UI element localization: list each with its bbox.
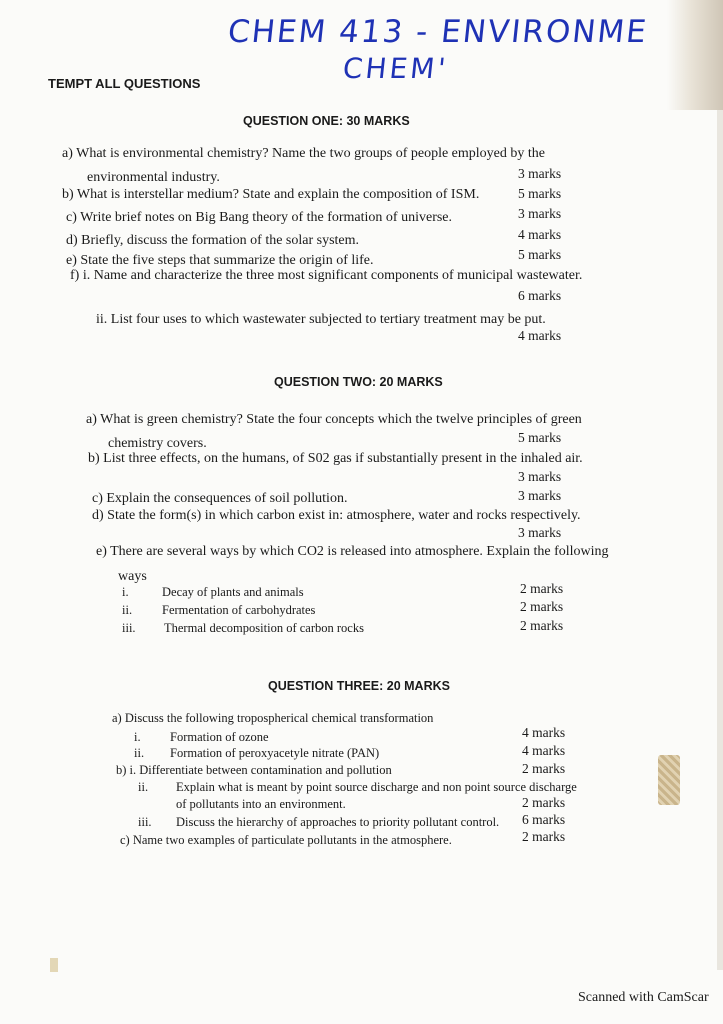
q3-a: a) Discuss the following tropospherical chemical transformation xyxy=(112,711,434,725)
q3-b-iii-num: iii. xyxy=(138,815,152,829)
q2-a-marks: 5 marks xyxy=(518,430,562,445)
paper-stain xyxy=(658,755,680,805)
q2-a-line1: a) What is green chemistry? State the four concepts which the twelve principles of green xyxy=(86,412,582,427)
q2-e-line2: ways xyxy=(118,569,147,584)
q3-a-i-num: i. xyxy=(134,730,141,744)
q3-a-i-text: Formation of ozone xyxy=(170,730,269,744)
page-edge-strip xyxy=(717,110,723,970)
q2-e-ii-text: Fermentation of carbohydrates xyxy=(162,603,316,617)
q1-d: d) Briefly, discuss the formation of the solar system. xyxy=(66,233,360,248)
q1-c-marks: 3 marks xyxy=(518,206,562,221)
q1-e: e) State the five steps that summarize the origin of life. xyxy=(66,253,374,268)
handwritten-course-code: CHEM 413 - ENVIRONME xyxy=(226,14,650,50)
q2-e-ii-num: ii. xyxy=(122,603,133,617)
question-one-heading: QUESTION ONE: 30 MARKS xyxy=(243,114,410,128)
q1-c: c) Write brief notes on Big Bang theory of the formation of universe. xyxy=(66,210,453,225)
q1-b: b) What is interstellar medium? State and explain the composition of ISM. xyxy=(62,187,480,202)
handwritten-course-suffix: CHEM' xyxy=(341,52,450,85)
q2-d-marks: 3 marks xyxy=(518,525,562,540)
q2-e-i-num: i. xyxy=(122,585,129,599)
q2-e-ii-marks: 2 marks xyxy=(520,599,564,614)
question-two-heading: QUESTION TWO: 20 MARKS xyxy=(274,375,443,389)
q3-b-ii-line1: Explain what is meant by point source discharge and non point source discharge xyxy=(176,780,577,794)
q3-b-ii-marks: 2 marks xyxy=(522,795,566,810)
q2-c: c) Explain the consequences of soil pollution. xyxy=(92,491,348,506)
q1-a-line2: environmental industry. xyxy=(87,170,220,185)
q1-f-ii: ii. List four uses to which wastewater subjected to tertiary treatment may be put. xyxy=(96,312,546,327)
q2-e-line1: e) There are several ways by which CO2 is released into atmosphere. Explain the following xyxy=(96,544,609,559)
paper-stain-small xyxy=(50,958,58,972)
q1-e-marks: 5 marks xyxy=(518,247,562,262)
question-three-heading: QUESTION THREE: 20 MARKS xyxy=(268,679,450,693)
q2-e-iii-num: iii. xyxy=(122,621,136,635)
q3-a-ii-marks: 4 marks xyxy=(522,743,566,758)
q1-b-marks: 5 marks xyxy=(518,186,562,201)
q2-b: b) List three effects, on the humans, of S02 gas if substantially present in the inhaled air. xyxy=(88,451,583,466)
q1-a-marks: 3 marks xyxy=(518,166,562,181)
q3-b-ii-line2: of pollutants into an environment. xyxy=(176,797,346,811)
q3-c-marks: 2 marks xyxy=(522,829,566,844)
instruction-line: TEMPT ALL QUESTIONS xyxy=(48,76,201,91)
scanner-watermark: Scanned with CamScar xyxy=(578,990,709,1005)
q2-c-marks: 3 marks xyxy=(518,488,562,503)
q3-b-iii-marks: 6 marks xyxy=(522,812,566,827)
q3-b-ii-num: ii. xyxy=(138,780,149,794)
q2-e-i-marks: 2 marks xyxy=(520,581,564,596)
q2-e-iii-text: Thermal decomposition of carbon rocks xyxy=(164,621,364,635)
q3-b-iii-text: Discuss the hierarchy of approaches to priority pollutant control. xyxy=(176,815,500,829)
q3-b-i-marks: 2 marks xyxy=(522,761,566,776)
q3-a-i-marks: 4 marks xyxy=(522,725,566,740)
q3-a-ii-text: Formation of peroxyacetyle nitrate (PAN) xyxy=(170,746,380,760)
page-edge-shadow xyxy=(667,0,723,110)
q1-d-marks: 4 marks xyxy=(518,227,562,242)
q2-e-iii-marks: 2 marks xyxy=(520,618,564,633)
q1-f-i-marks: 6 marks xyxy=(518,288,562,303)
q1-a-line1: a) What is environmental chemistry? Name the two groups of people employed by the xyxy=(62,146,545,161)
q3-b-i: b) i. Differentiate between contamination and pollution xyxy=(116,763,392,777)
q2-e-i-text: Decay of plants and animals xyxy=(162,585,304,599)
q1-f-ii-marks: 4 marks xyxy=(518,328,562,343)
q1-f-i: f) i. Name and characterize the three most significant components of municipal wastewater. xyxy=(70,268,583,283)
q2-b-marks: 3 marks xyxy=(518,469,562,484)
q2-d: d) State the form(s) in which carbon exist in: atmosphere, water and rocks respectively. xyxy=(92,508,581,523)
q2-a-line2: chemistry covers. xyxy=(108,436,207,451)
q3-c: c) Name two examples of particulate pollutants in the atmosphere. xyxy=(120,833,452,847)
q3-a-ii-num: ii. xyxy=(134,746,145,760)
